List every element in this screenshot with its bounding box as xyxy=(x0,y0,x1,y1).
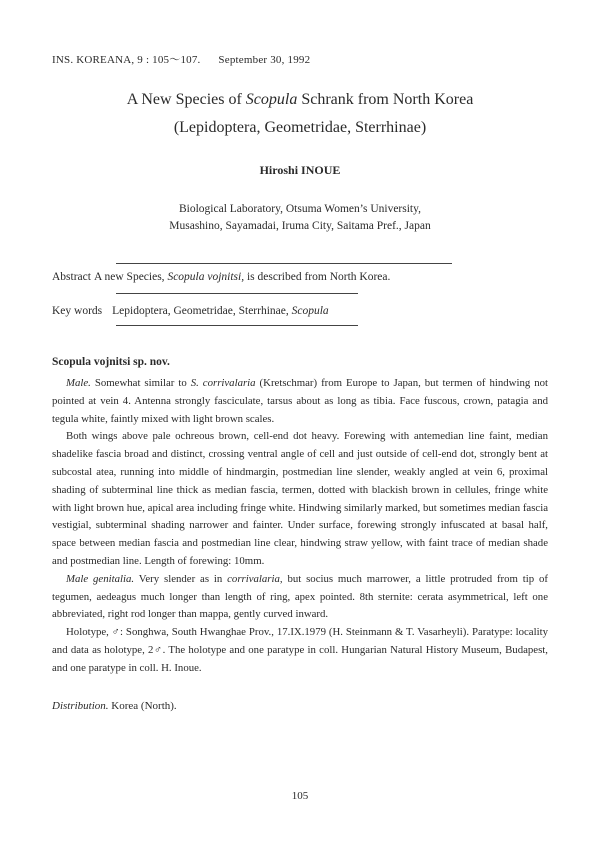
description-body xyxy=(52,375,548,678)
paragraph-genitalia xyxy=(52,571,548,624)
species-heading: Scopula vojnitsi sp. nov. xyxy=(52,356,170,368)
p3-text-c: but socius much marrower, a little protruded from tip of tegumen, aedeagus much longer than length of ring, apex pointed. 8th sternite: cerata asymmetrical, left one abbreviated, right rod longer than mappa, gently curved inward. xyxy=(52,572,549,621)
abstract-top-rule xyxy=(116,263,452,264)
keywords-bottom-rule xyxy=(116,325,358,326)
keywords xyxy=(52,305,329,317)
abstract-text-end: is described from North Korea. xyxy=(244,271,391,283)
title-text-end: Schrank from North Korea xyxy=(297,91,474,108)
paragraph-wings: Both wings above pale ochreous brown, cell-end dot heavy. Forewing with antemedian line faint, median shadelike fascia broad and distinct, crossing ventral angle of cell and just outside of cell-end dot, strongly bent at subcostal atea, running into middle of hindmargin, postmedian line slender, weakly angled at vein 6, proximal shading of subterminal line thick as median fascia, termen, dotted with blackish brown in cellules, fringe white with light brown hue, apical area including fringe white. Hindwing similarly marked, but sometimes median fascia vestigial, subterminal shading narrower and fainter. Under surface, forewing strongly infuscated at basal half, space between median fascia and postmedian line clear, hindwing straw yellow, with faint trace of median shade and postmedian line. Length of forewing: 10mm. xyxy=(52,430,548,567)
citation-header xyxy=(52,51,310,67)
page-number: 105 xyxy=(291,790,309,802)
keywords-text: Lepidoptera, Geometridae, Sterrhinae, xyxy=(112,305,292,317)
abstract-label: Abstract xyxy=(52,271,91,283)
article-title-line1 xyxy=(0,91,600,109)
genitalia-label: Male genitalia. xyxy=(66,572,135,585)
keywords-label: Key words xyxy=(52,305,103,317)
male-label: Male. xyxy=(66,377,91,389)
paragraph-types: Holotype, ♂: Songhwa, South Hwanghae Prov., 17.IX.1979 (H. Steinmann & T. Vasarheyli). Paratype: locality and data as holotype, 2♂. The holotype and one paratype in coll. Hungarian Natural History Museum, Budapest, and one paratype in coll. H. Inoue. xyxy=(52,626,548,674)
p3-species: corrivalaria, xyxy=(227,572,283,585)
affiliation-line1: Biological Laboratory, Otsuma Women’s University, xyxy=(178,203,422,215)
keywords-genus: Scopula xyxy=(291,305,329,317)
distribution-text: Korea (North). xyxy=(108,700,177,712)
p1-text-a: Somewhat similar to xyxy=(90,377,191,389)
abstract-bottom-rule xyxy=(116,293,358,294)
affiliation-line2: Musashino, Sayamadai, Iruma City, Saitama Pref., Japan xyxy=(169,220,431,232)
article-title-line2: (Lepidoptera, Geometridae, Sterrhinae) xyxy=(173,119,427,136)
distribution xyxy=(52,700,177,712)
paragraph-male xyxy=(52,375,548,428)
p3-text-a: Very slender as in xyxy=(134,572,228,585)
abstract-species: Scopula vojnitsi, xyxy=(167,271,245,283)
distribution-label: Distribution. xyxy=(52,700,109,712)
p1-text-c: (Kretschmar) from Europe to Japan, but termen of hindwing not pointed at vein 4. Antenna strongly fasciculate, tarsus about as long as tibia. Face fuscous, crown, patagia and tegula white, faintly mixed with light brown scales. xyxy=(52,377,549,425)
title-text: A New Species of xyxy=(126,91,246,108)
title-genus: Scopula xyxy=(245,91,298,108)
publication-date: September 30, 1992 xyxy=(218,54,311,66)
journal-citation: INS. KOREANA, 9 : 105～107. xyxy=(52,54,201,66)
abstract xyxy=(52,271,390,283)
abstract-text: A new Species, xyxy=(93,271,168,283)
p1-species: S. corrivalaria xyxy=(190,377,256,389)
author-name: Hiroshi INOUE xyxy=(259,163,341,177)
